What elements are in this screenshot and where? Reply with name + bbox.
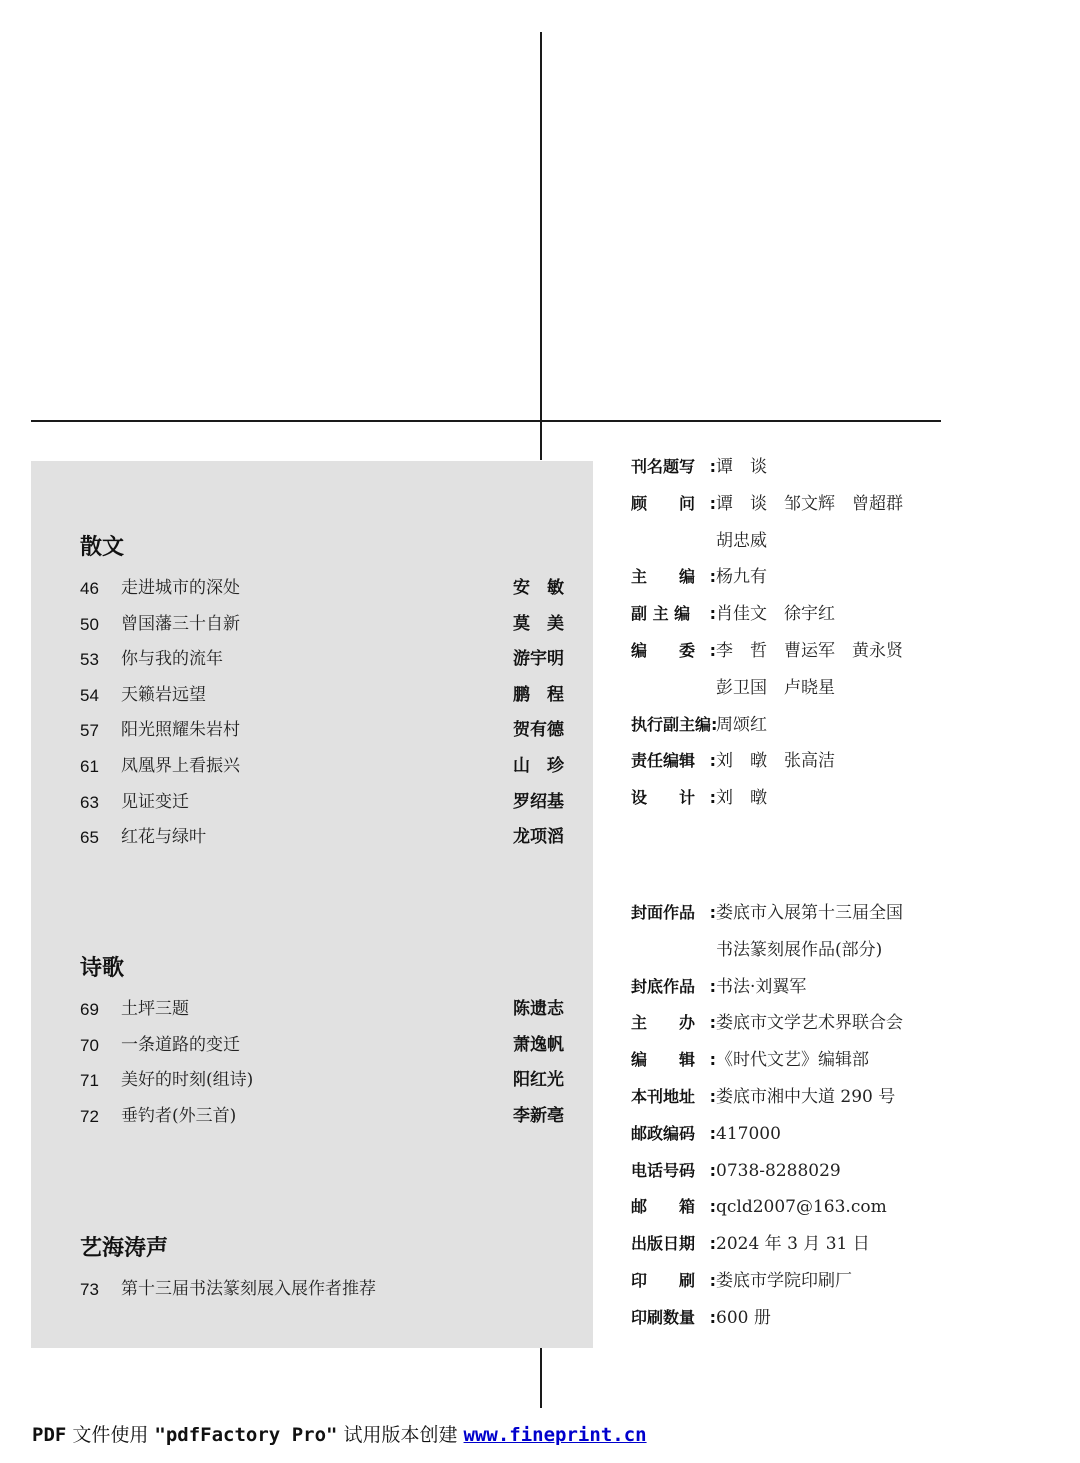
- staff-value: 李 哲 曹运军 黄永贤 彭卫国 卢晓星: [716, 640, 903, 698]
- staff-value: 肖佳文 徐宇红: [716, 604, 835, 625]
- publication-info: [631, 895, 951, 1337]
- publication-row: [631, 969, 951, 1006]
- section-title: 艺海涛声: [80, 1236, 169, 1261]
- toc-entry-title: 凤凰界上看振兴: [121, 755, 240, 776]
- toc-page-number: 71: [80, 1071, 99, 1091]
- staff-label: 主 编 :: [631, 567, 716, 587]
- publication-row: [631, 1079, 951, 1116]
- publication-value: 书法·刘翼军: [716, 976, 807, 997]
- toc-entry-title: 见证变迁: [121, 791, 189, 812]
- toc-entry-author: 鹏 程: [513, 684, 564, 705]
- publication-value: 娄底市文学艺术界联合会: [716, 1013, 903, 1034]
- publication-label: 本刊地址 :: [631, 1086, 716, 1106]
- publication-row: [631, 1153, 951, 1190]
- toc-entry[interactable]: [80, 1028, 564, 1064]
- publication-value: 《时代文艺》编辑部: [716, 1050, 869, 1071]
- toc-section-poetry: [80, 954, 564, 1134]
- staff-value: 刘 暾 张高洁: [716, 751, 835, 772]
- publication-row: [631, 895, 951, 969]
- toc-entry-author: 安 敏: [513, 578, 564, 598]
- staff-value: 周颂红: [716, 714, 767, 735]
- toc-entry[interactable]: [80, 820, 564, 856]
- publication-label: 出版日期 :: [631, 1234, 716, 1254]
- staff-value: 杨九有: [716, 567, 767, 588]
- toc-page-number: 50: [80, 614, 99, 634]
- publication-row: [631, 1189, 951, 1226]
- toc-page-number: 73: [80, 1280, 99, 1299]
- toc-entry-author: 罗绍基: [513, 791, 564, 812]
- publication-label: 邮政编码 :: [631, 1123, 716, 1143]
- staff-row: [631, 707, 951, 744]
- publication-label: 主 办 :: [631, 1013, 716, 1033]
- publication-value: 600 册: [716, 1307, 771, 1328]
- toc-section-prose: [80, 533, 564, 856]
- toc-entry[interactable]: [80, 607, 564, 643]
- publication-label: 印 刷 :: [631, 1270, 716, 1290]
- staff-label: 设 计 :: [631, 788, 716, 808]
- toc-entry-author: 龙项滔: [513, 827, 564, 848]
- staff-label: 执行副主编 :: [631, 714, 718, 734]
- staff-label: 责任编辑 :: [631, 751, 716, 771]
- toc-entry-author: 阳红光: [513, 1070, 564, 1091]
- toc-page-number: 69: [80, 1000, 99, 1019]
- staff-row: [631, 743, 951, 780]
- staff-value: 谭 谈 邹文辉 曾超群 胡忠威: [716, 493, 903, 551]
- footer-link[interactable]: www.fineprint.cn: [463, 1424, 647, 1446]
- footer-text-1: 文件使用: [66, 1424, 155, 1446]
- toc-entry[interactable]: [80, 1099, 564, 1135]
- publication-row: [631, 1005, 951, 1042]
- toc-entry-title: 土坪三题: [121, 999, 189, 1019]
- staff-row: [631, 486, 951, 560]
- toc-entry[interactable]: [80, 1063, 564, 1099]
- toc-page-number: 63: [80, 792, 99, 812]
- publication-label: 封面作品 :: [631, 903, 716, 922]
- publication-label: 编 辑 :: [631, 1050, 716, 1070]
- staff-label: 编 委 :: [631, 640, 716, 660]
- staff-value: 谭 谈: [716, 457, 767, 477]
- toc-page-number: 57: [80, 721, 99, 741]
- footer-product-name: "pdfFactory Pro": [154, 1424, 338, 1446]
- toc-entry[interactable]: [80, 785, 564, 821]
- publication-label: 封底作品 :: [631, 976, 716, 996]
- crop-mark-vertical-top: [540, 32, 542, 460]
- publication-row: [631, 1226, 951, 1263]
- publication-value: 娄底市湘中大道 290 号: [716, 1086, 896, 1107]
- publication-label: 电话号码 :: [631, 1160, 716, 1180]
- toc-entry-author: 莫 美: [513, 613, 564, 634]
- toc-entry-title: 红花与绿叶: [121, 827, 206, 848]
- toc-page-number: 72: [80, 1106, 99, 1126]
- staff-row: [631, 633, 951, 707]
- staff-label: 副 主 编 :: [631, 604, 716, 624]
- toc-entry[interactable]: [80, 1272, 564, 1308]
- staff-row: [631, 449, 951, 486]
- publication-label: 邮 箱 :: [631, 1197, 716, 1217]
- toc-entry-author: 游宇明: [513, 649, 564, 670]
- staff-row: [631, 559, 951, 596]
- crop-mark-vertical-bottom: [540, 1348, 542, 1408]
- publication-row: [631, 1042, 951, 1079]
- toc-page-number: 70: [80, 1035, 99, 1055]
- toc-entry-title: 美好的时刻(组诗): [121, 1070, 254, 1091]
- staff-label: 顾 问 :: [631, 493, 716, 513]
- publication-row: [631, 1300, 951, 1337]
- publication-value: qcld2007@163.com: [716, 1197, 887, 1218]
- toc-entry[interactable]: [80, 749, 564, 785]
- toc-entry-author: 山 珍: [513, 755, 564, 776]
- toc-entry-author: 萧逸帆: [513, 1034, 564, 1055]
- toc-entry[interactable]: [80, 992, 564, 1028]
- toc-entry-title: 曾国藩三十自新: [121, 613, 240, 634]
- editorial-staff: [631, 449, 951, 817]
- toc-entry-title: 走进城市的深处: [121, 578, 240, 598]
- toc-entry-title: 阳光照耀朱岩村: [121, 720, 240, 741]
- staff-label: 刊名题写 :: [631, 457, 716, 476]
- toc-entry-author: 陈遗志: [513, 999, 564, 1019]
- toc-page-number: 54: [80, 685, 99, 705]
- toc-page-number: 61: [80, 756, 99, 776]
- toc-page-number: 53: [80, 650, 99, 670]
- publication-value: 2024 年 3 月 31 日: [716, 1234, 870, 1255]
- staff-row: [631, 596, 951, 633]
- toc-entry-title: 你与我的流年: [121, 649, 223, 670]
- toc-entry[interactable]: [80, 571, 564, 607]
- pdf-footer-notice: [32, 1420, 647, 1450]
- toc-entry-title: 一条道路的变迁: [121, 1034, 240, 1055]
- toc-section-art: [80, 1234, 564, 1308]
- publication-value: 417000: [716, 1123, 781, 1144]
- toc-entry[interactable]: [80, 713, 564, 749]
- publication-label: 印刷数量 :: [631, 1307, 716, 1327]
- toc-entry[interactable]: [80, 642, 564, 678]
- toc-entry-title: 垂钓者(外三首): [121, 1105, 237, 1126]
- toc-entry-author: 贺有德: [513, 720, 564, 741]
- toc-entry-title: 天籁岩远望: [121, 684, 206, 705]
- toc-entry-author: 李新亳: [513, 1105, 564, 1126]
- section-title: 诗歌: [80, 956, 125, 981]
- staff-value: 刘 暾: [716, 788, 767, 809]
- footer-prefix: PDF: [32, 1424, 67, 1446]
- toc-entry-title: 第十三届书法篆刻展入展作者推荐: [121, 1279, 376, 1299]
- toc-page-number: 65: [80, 828, 99, 848]
- crop-mark-horizontal: [31, 420, 941, 422]
- publication-row: [631, 1263, 951, 1300]
- staff-row: [631, 780, 951, 817]
- toc-page-number: 46: [80, 579, 99, 598]
- publication-value: 娄底市学院印刷厂: [716, 1270, 852, 1291]
- section-title: 散文: [80, 535, 125, 560]
- publication-row: [631, 1116, 951, 1153]
- footer-text-2: 试用版本创建: [337, 1424, 464, 1446]
- toc-entry[interactable]: [80, 678, 564, 714]
- publication-value: 娄底市入展第十三届全国 书法篆刻展作品(部分): [716, 903, 903, 960]
- publication-value: 0738-8288029: [716, 1160, 841, 1181]
